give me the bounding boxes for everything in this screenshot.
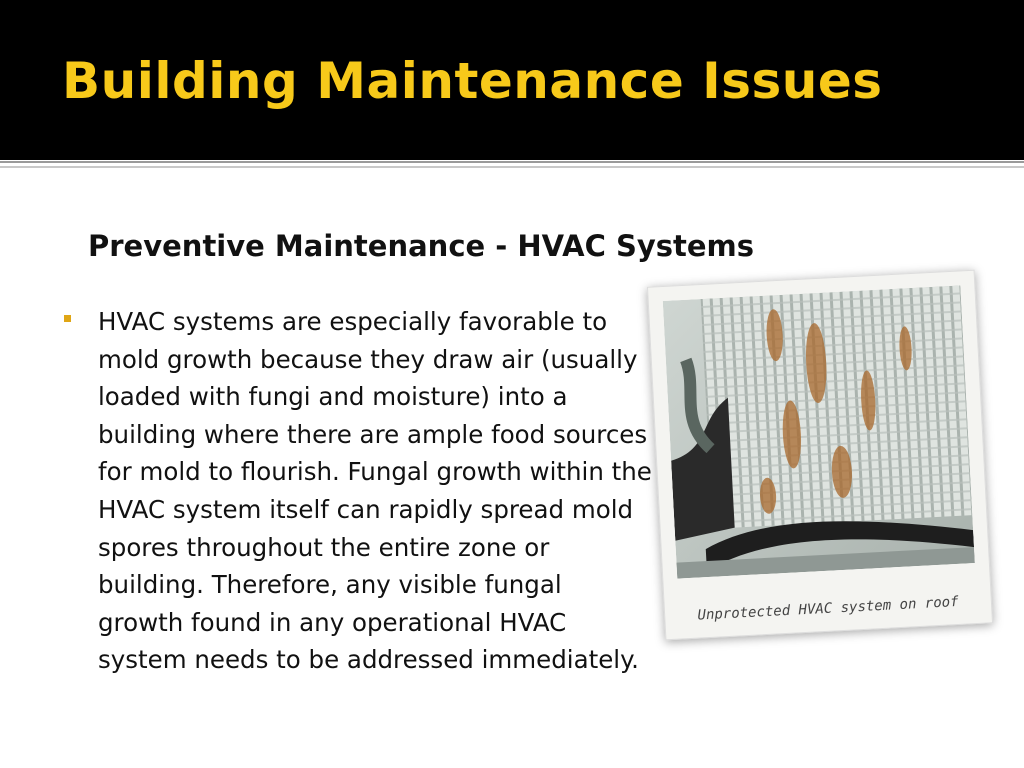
title-divider — [0, 161, 1024, 163]
square-bullet-icon — [64, 315, 71, 322]
title-bar — [0, 0, 1024, 160]
photo-caption: Unprotected HVAC system on roof — [697, 593, 959, 624]
bullet-item — [62, 303, 652, 679]
hvac-photo — [647, 270, 993, 641]
slide-subtitle: Preventive Maintenance - HVAC Systems — [88, 229, 755, 263]
bullet-text: HVAC systems are especially favorable to mold growth because they draw air (usually loaded with fungi and moisture) into a building where there are ample food sources for mold to flourish. Fungal growth within the HVAC system itself can rapidly spread mold spores throughout the entire zone or building. Therefore, any visible fungal growth found in any operational HVAC system needs to be addressed immediately. — [98, 307, 652, 675]
slide-title: Building Maintenance Issues — [62, 52, 883, 110]
title-divider-secondary — [0, 166, 1024, 168]
hvac-unit-image — [663, 285, 975, 578]
bullet-list — [62, 303, 652, 679]
